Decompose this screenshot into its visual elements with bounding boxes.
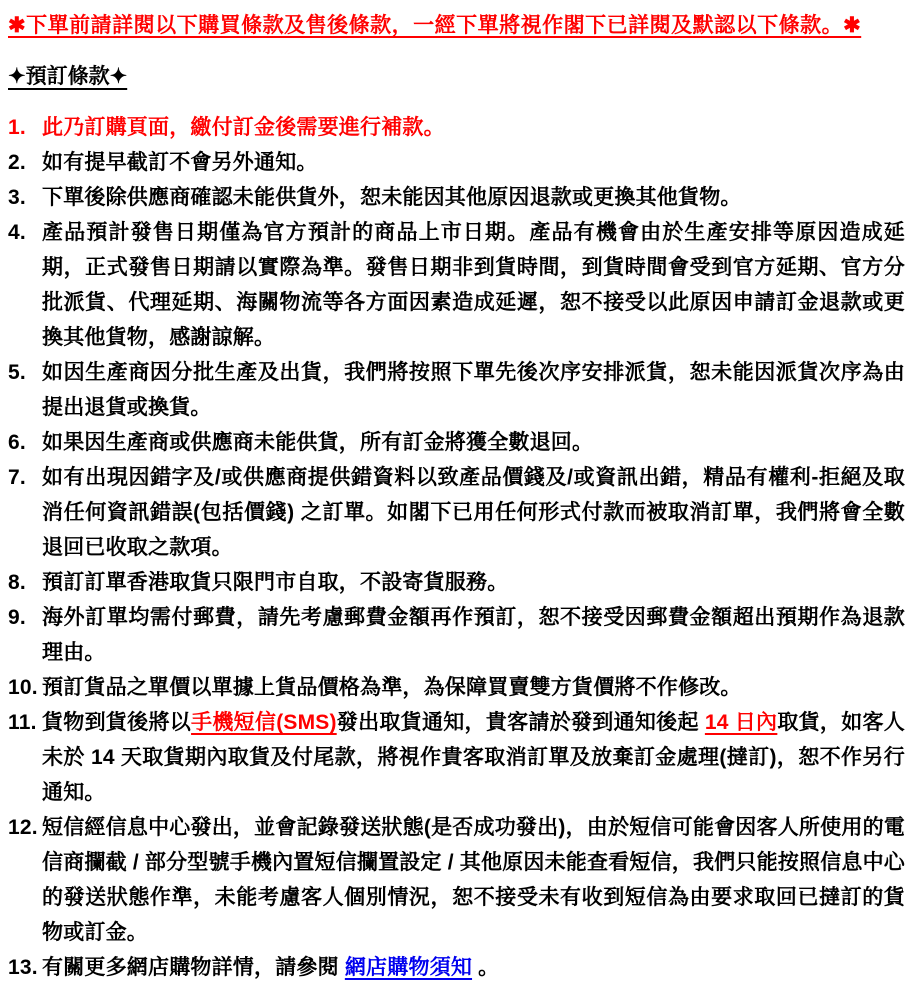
term-text-segment: 如有提早截訂不會另外通知。 — [42, 151, 318, 174]
term-number: 1. — [8, 116, 26, 139]
term-text-segment: 此乃訂購頁面，繳付訂金後需要進行補款。 — [42, 116, 445, 139]
term-number: 2. — [8, 151, 26, 174]
term-item — [8, 670, 905, 705]
term-number: 10. — [8, 676, 38, 699]
term-text-segment: 如因生產商因分批生產及出貨，我們將按照下單先後次序安排派貨，恕未能因派貨次序為由提出退貨或換貨。 — [42, 361, 905, 419]
term-number: 9. — [8, 606, 26, 629]
term-text-segment: 預訂貨品之單價以單據上貨品價格為準，為保障買賣雙方貨價將不作修改。 — [42, 676, 742, 699]
term-item — [8, 110, 905, 145]
sms-notice-highlight: 手機短信(SMS) — [191, 711, 337, 734]
term-number: 8. — [8, 571, 26, 594]
term-text — [42, 221, 905, 349]
term-item — [8, 425, 905, 460]
terms-notice-header: ✱下單前請詳閱以下購買條款及售後條款，一經下單將視作閣下已詳閱及默認以下條款。✱ — [8, 14, 862, 37]
term-text — [42, 676, 742, 699]
term-text — [42, 466, 905, 559]
term-text — [42, 571, 508, 594]
term-number: 7. — [8, 466, 26, 489]
term-item — [8, 145, 905, 180]
term-item — [8, 355, 905, 425]
term-text-segment: 海外訂單均需付郵費，請先考慮郵費金額再作預訂，恕不接受因郵費金額超出預期作為退款理由。 — [42, 606, 905, 664]
term-number: 4. — [8, 221, 26, 244]
term-item — [8, 215, 905, 355]
term-text — [42, 151, 318, 174]
term-item — [8, 460, 905, 565]
term-number: 6. — [8, 431, 26, 454]
term-item — [8, 705, 905, 810]
term-text — [42, 956, 499, 979]
term-text-segment: 下單後除供應商確認未能供貨外，恕未能因其他原因退款或更換其他貨物。 — [42, 186, 742, 209]
store-shopping-notice-link[interactable]: 網店購物須知 — [344, 956, 473, 979]
term-text-segment: 。 — [472, 956, 500, 979]
term-text-segment: 產品預計發售日期僅為官方預計的商品上市日期。產品有機會由於生產安排等原因造成延期，正式發售日期請以實際為準。發售日期非到貨時間，到貨時間會受到官方延期、官方分批派貨、代理延期、海關物流等各方面因素造成延遲，恕不接受以此原因申請訂金退款或更換其他貨物，感謝諒解。 — [42, 221, 905, 349]
term-number: 11. — [8, 711, 37, 734]
term-text-segment: 如果因生產商或供應商未能供貨，所有訂金將獲全數退回。 — [42, 431, 594, 454]
term-number: 5. — [8, 361, 26, 384]
pickup-deadline-highlight: 14 日內 — [704, 711, 778, 734]
term-text — [42, 606, 905, 664]
term-number: 12. — [8, 816, 38, 839]
term-text — [42, 186, 742, 209]
term-text — [42, 116, 445, 139]
term-text — [42, 711, 905, 804]
term-text-segment: 如有出現因錯字及/或供應商提供錯資料以致產品價錢及/或資訊出錯，精品有權利-拒絕及取消任何資訊錯誤(包括價錢) 之訂單。如閣下已用任何形式付款而被取消訂單，我們將會全數退回已收取之款項。 — [42, 466, 905, 559]
term-text — [42, 361, 905, 419]
term-text-segment: 貨物到貨後將以 — [42, 711, 192, 734]
term-text-segment: 發出取貨通知，貴客請於發到通知後起 — [336, 711, 705, 734]
term-text-segment: 有關更多網店購物詳情，請參閱 — [42, 956, 345, 979]
term-item — [8, 180, 905, 215]
term-text-segment: 取貨，如客人未於 14 天取貨期內取貨及付尾款，將視作貴客取消訂單及放棄訂金處理(撻訂)，恕不作另行通知。 — [42, 711, 905, 804]
term-number: 13. — [8, 956, 38, 979]
section-title-preorder-terms: ✦預訂條款✦ — [8, 65, 128, 88]
term-number: 3. — [8, 186, 26, 209]
terms-list — [8, 110, 905, 985]
term-item — [8, 810, 905, 950]
term-item — [8, 600, 905, 670]
term-text-segment: 短信經信息中心發出，並會記錄發送狀態(是否成功發出)，由於短信可能會因客人所使用的電信商攔截 / 部分型號手機內置短信攔置設定 / 其他原因未能查看短信，我們只能按照信息中心的發送狀態作準，未能考慮客人個別情況，恕不接受未有收到短信為由要求取回已撻訂的貨物或訂金。 — [42, 816, 906, 944]
term-item — [8, 950, 905, 985]
term-text — [42, 816, 905, 944]
term-text-segment: 預訂訂單香港取貨只限門市自取，不設寄貨服務。 — [42, 571, 509, 594]
term-item — [8, 565, 905, 600]
term-text — [42, 431, 593, 454]
